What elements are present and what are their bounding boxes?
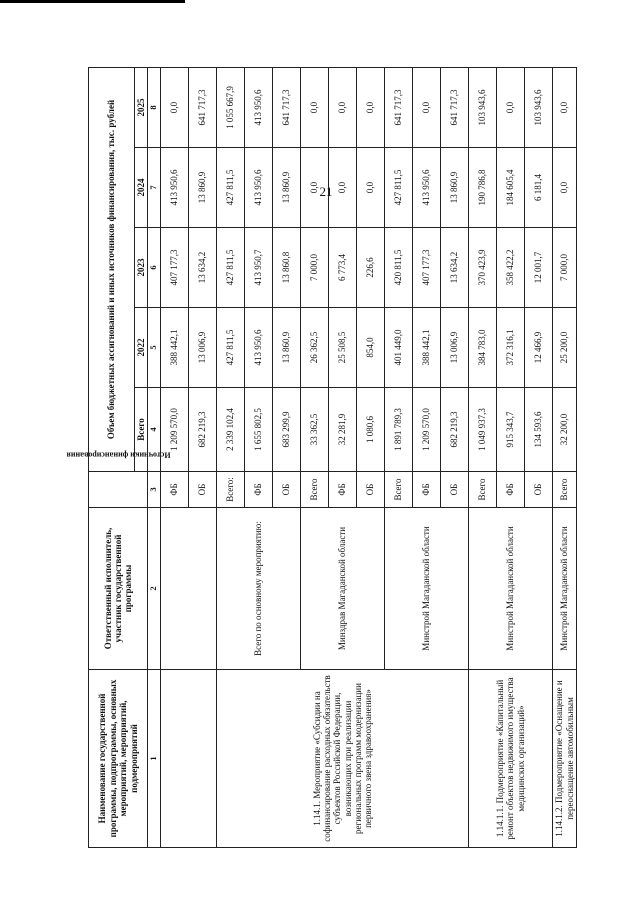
value-cell: 413 950,6 (245, 67, 273, 147)
value-cell: 854,0 (357, 308, 385, 388)
value-cell: 184 605,4 (497, 148, 525, 228)
header-col3: Источники финансирования (89, 472, 148, 508)
table-row (217, 67, 245, 847)
year-header: 2023 (135, 228, 148, 308)
header-funding: Объем бюджетных ассигнований и иных источников финансирования, тыс. рублей (89, 67, 135, 471)
source-cell: Всего: (217, 472, 245, 508)
value-cell: 413 950,6 (245, 148, 273, 228)
source-cell: ФБ (413, 472, 441, 508)
value-cell: 13 860,9 (441, 148, 469, 228)
value-cell: 226,6 (357, 228, 385, 308)
value-cell: 26 362,5 (301, 308, 329, 388)
measure-name-1-14-1: 1.14.1. Мероприятие «Субсидии на софинансирование расходных обязательств субъектов Российской Федерации, возникающих при реализации региональных программ модернизации первичного звена здравоохранения» (217, 670, 469, 848)
year-header: 2022 (135, 308, 148, 388)
source-cell: ФБ (329, 472, 357, 508)
value-cell: 1 891 789,3 (385, 388, 413, 472)
value-cell: 12 466,9 (525, 308, 553, 388)
page-number: 21 (319, 184, 333, 199)
year-header: Всего (135, 388, 148, 472)
column-number: 4 (148, 388, 161, 472)
value-cell: 1 209 570,0 (161, 388, 189, 472)
value-cell: 6 773,4 (329, 228, 357, 308)
source-cell: ФБ (245, 472, 273, 508)
value-cell: 190 786,8 (469, 148, 497, 228)
table-row (553, 67, 577, 847)
value-cell: 915 343,7 (497, 388, 525, 472)
value-cell: 13 006,9 (189, 308, 217, 388)
value-cell: 1 209 570,0 (413, 388, 441, 472)
submeasure-name-1-14-1-2: 1.14.1.2. Подмероприятие «Оснащение и переоснащение автомобильным (553, 670, 577, 848)
source-cell: ОБ (441, 472, 469, 508)
funding-table (66, 67, 577, 848)
column-number: 6 (148, 228, 161, 308)
value-cell: 7 000,0 (301, 228, 329, 308)
value-cell: 0,0 (329, 148, 357, 228)
value-cell: 1 049 937,3 (469, 388, 497, 472)
column-number: 5 (148, 308, 161, 388)
value-cell: 372 316,1 (497, 308, 525, 388)
year-header: 2024 (135, 148, 148, 228)
value-cell: 407 177,3 (161, 228, 189, 308)
value-cell: 427 811,5 (385, 148, 413, 228)
value-cell: 13 860,9 (189, 148, 217, 228)
value-cell: 1 080,6 (357, 388, 385, 472)
source-cell: Всего (301, 472, 329, 508)
value-cell: 1 655 802,5 (245, 388, 273, 472)
value-cell: 0,0 (413, 67, 441, 147)
value-cell: 25 508,5 (329, 308, 357, 388)
value-cell: 388 442,1 (413, 308, 441, 388)
value-cell: 641 717,3 (273, 67, 301, 147)
source-cell: Всего (553, 472, 577, 508)
value-cell: 641 717,3 (189, 67, 217, 147)
header-row (89, 67, 135, 847)
value-cell: 103 943,6 (525, 67, 553, 147)
column-number: 7 (148, 148, 161, 228)
value-cell: 682 219,3 (189, 388, 217, 472)
column-number: 8 (148, 67, 161, 147)
value-cell: 0,0 (553, 148, 577, 228)
value-cell: 407 177,3 (413, 228, 441, 308)
value-cell: 427 811,5 (217, 148, 245, 228)
value-cell: 13 006,9 (441, 308, 469, 388)
submeasure-name-1-14-1-1: 1.14.1.1. Подмероприятие «Капитальный ремонт объектов недвижимого имущества медицинских организаций» (469, 670, 553, 848)
source-cell: Всего (385, 472, 413, 508)
source-cell: ОБ (273, 472, 301, 508)
header-col1: Наименование государственной программы, подпрограммы, основных мероприятий, мероприятий, подмероприятий (89, 670, 148, 848)
column-number: 3 (148, 472, 161, 508)
value-cell: 427 811,5 (217, 308, 245, 388)
source-cell: ФБ (497, 472, 525, 508)
value-cell: 103 943,6 (469, 67, 497, 147)
source-cell: ОБ (525, 472, 553, 508)
source-cell: ФБ (161, 472, 189, 508)
executor-minzdrav-last: Минстрой Магаданской области (553, 508, 577, 670)
value-cell: 0,0 (301, 148, 329, 228)
value-cell: 413 950,6 (161, 148, 189, 228)
value-cell: 1 055 667,9 (217, 67, 245, 147)
table-row (469, 67, 497, 847)
rotated-page-content (66, 68, 575, 848)
column-number: 2 (148, 508, 161, 670)
value-cell: 427 811,5 (217, 228, 245, 308)
value-cell: 134 593,6 (525, 388, 553, 472)
year-header: 2025 (135, 67, 148, 147)
value-cell: 2 339 102,4 (217, 388, 245, 472)
executor-minstroy-capital: Минстрой Магаданской области (469, 508, 553, 670)
value-cell: 0,0 (357, 67, 385, 147)
top-edge-mark (0, 0, 185, 3)
value-cell: 641 717,3 (385, 67, 413, 147)
value-cell: 13 634,2 (441, 228, 469, 308)
value-cell: 641 717,3 (441, 67, 469, 147)
value-cell: 420 811,5 (385, 228, 413, 308)
value-cell: 358 422,2 (497, 228, 525, 308)
value-cell: 0,0 (161, 67, 189, 147)
value-cell: 32 200,0 (553, 388, 577, 472)
value-cell: 13 634,2 (189, 228, 217, 308)
value-cell: 0,0 (329, 67, 357, 147)
value-cell: 0,0 (497, 67, 525, 147)
source-cell: Всего (469, 472, 497, 508)
source-cell: ОБ (357, 472, 385, 508)
header-col2: Ответственный исполнитель, участник государственной программы (89, 508, 148, 670)
value-cell: 388 442,1 (161, 308, 189, 388)
executor-minstroy: Минстрой Магаданской области (385, 508, 469, 670)
value-cell: 682 219,3 (441, 388, 469, 472)
value-cell: 32 281,9 (329, 388, 357, 472)
source-cell: ОБ (189, 472, 217, 508)
value-cell: 413 950,6 (413, 148, 441, 228)
value-cell: 413 950,7 (245, 228, 273, 308)
value-cell: 0,0 (301, 67, 329, 147)
value-cell: 12 001,7 (525, 228, 553, 308)
value-cell: 7 000,0 (553, 228, 577, 308)
value-cell: 6 181,4 (525, 148, 553, 228)
value-cell: 33 362,5 (301, 388, 329, 472)
value-cell: 13 860,8 (273, 228, 301, 308)
value-cell: 413 950,6 (245, 308, 273, 388)
value-cell: 13 860,9 (273, 148, 301, 228)
executor-total-main: Всего по основному мероприятию: (217, 508, 301, 670)
value-cell: 370 423,9 (469, 228, 497, 308)
executor-minzdrav: Минздрав Магаданской области (301, 508, 385, 670)
value-cell: 25 200,0 (553, 308, 577, 388)
value-cell: 13 860,9 (273, 308, 301, 388)
value-cell: 0,0 (357, 148, 385, 228)
value-cell: 384 783,0 (469, 308, 497, 388)
value-cell: 401 449,0 (385, 308, 413, 388)
executor-cell-empty (161, 508, 217, 670)
name-cell-empty (161, 670, 217, 848)
value-cell: 0,0 (553, 67, 577, 147)
value-cell: 683 299,9 (273, 388, 301, 472)
column-number: 1 (148, 670, 161, 848)
